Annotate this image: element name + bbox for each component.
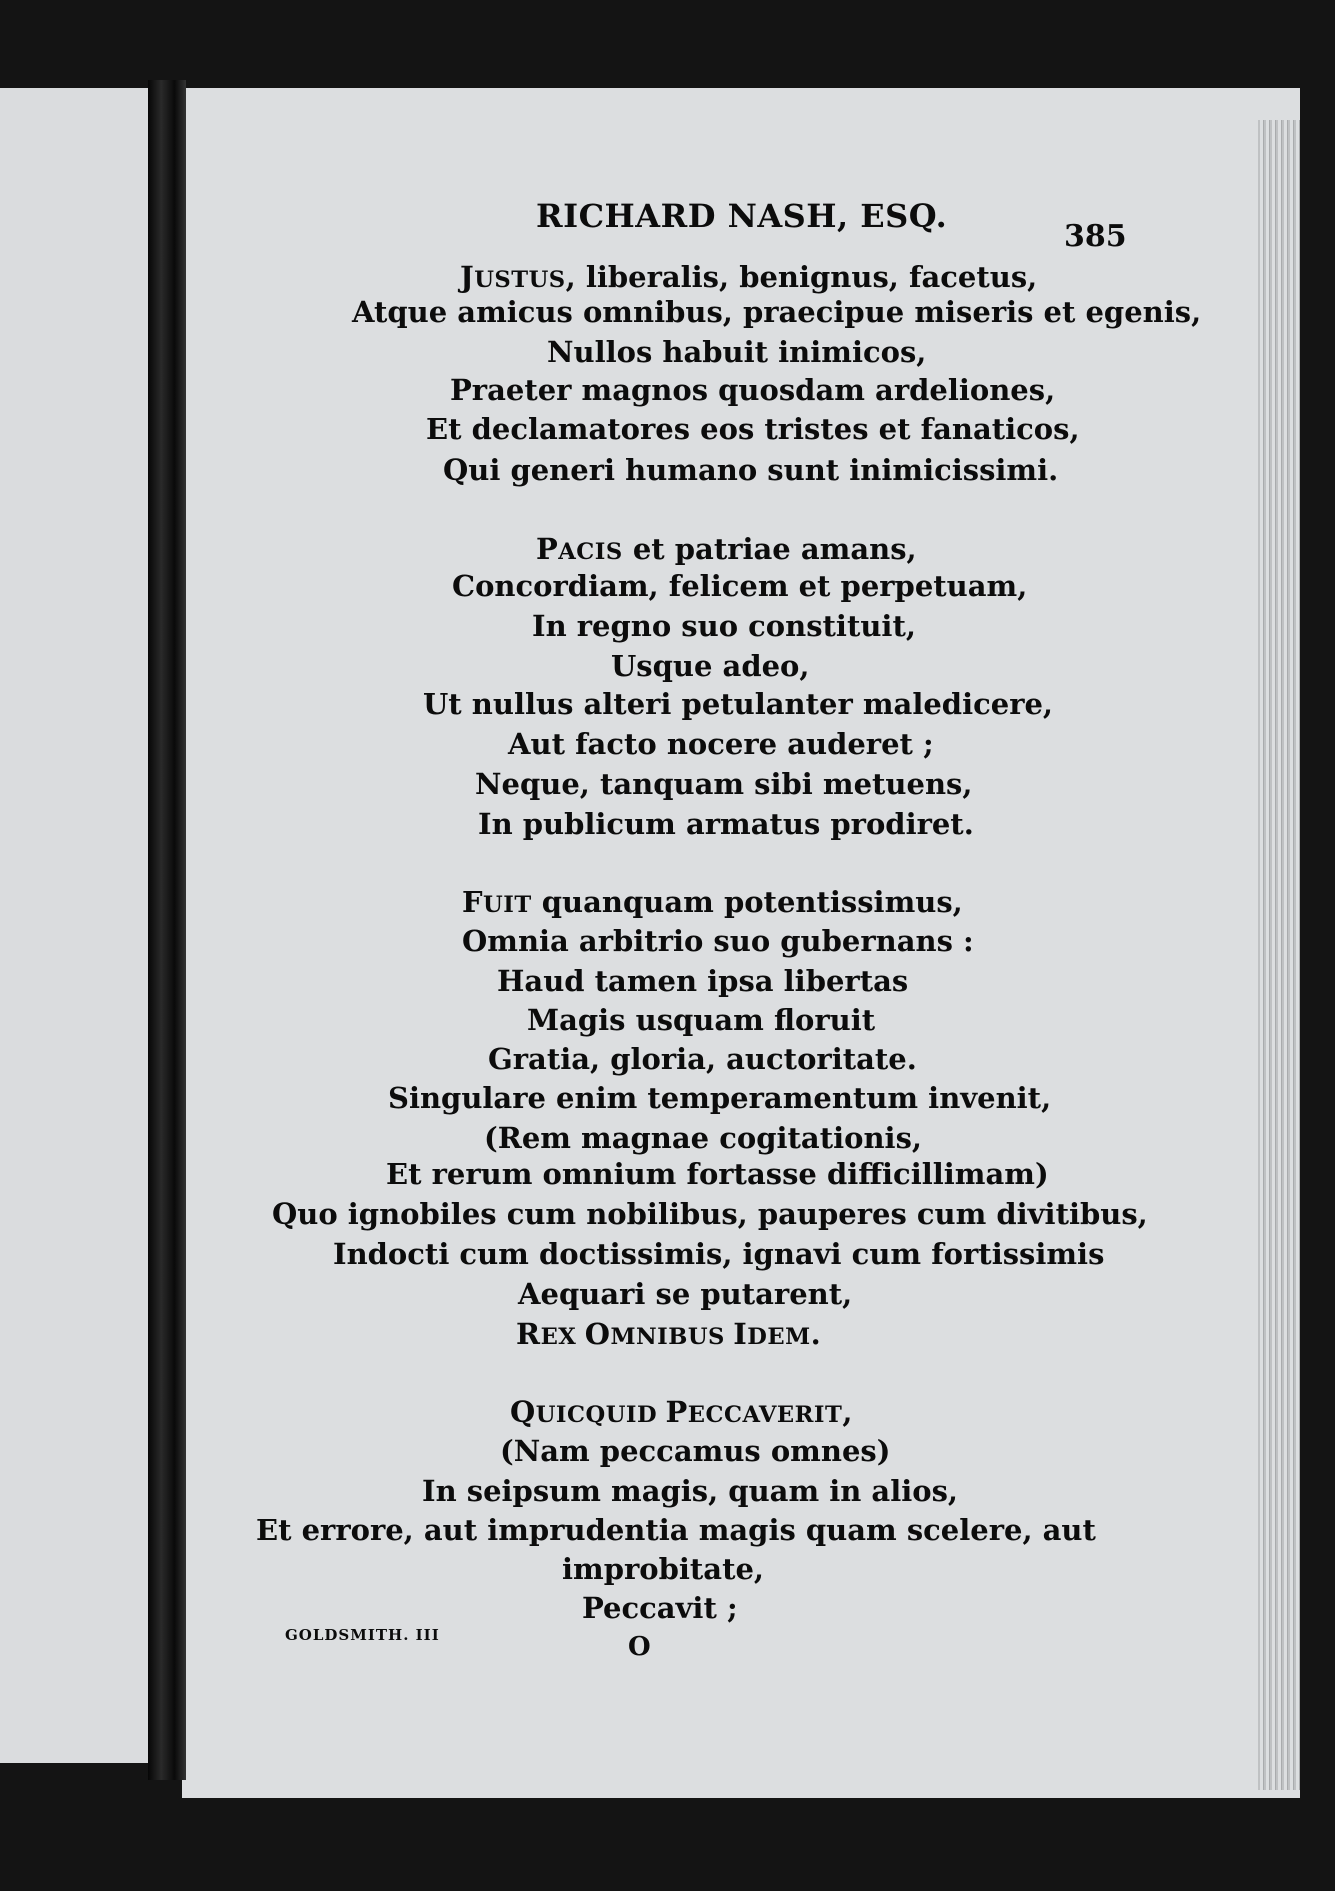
verse-line: Aut facto nocere auderet ; — [508, 727, 934, 761]
verse-line: Indocti cum doctissimis, ignavi cum fortissimis — [333, 1237, 1105, 1271]
signature-mark: GOLDSMITH. III — [285, 1626, 440, 1644]
left-page — [0, 88, 165, 1763]
verse-line: (Nam peccamus omnes) — [500, 1434, 891, 1468]
verse-line: In seipsum magis, quam in alios, — [422, 1474, 959, 1508]
verse-line: Singulare enim temperamentum invenit, — [388, 1081, 1052, 1115]
verse-line: Omnia arbitrio suo gubernans : — [462, 924, 974, 958]
verse-line: Et declamatores eos tristes et fanaticos, — [426, 412, 1080, 446]
verse-line: Ut nullus alteri petulanter maledicere, — [423, 687, 1054, 721]
verse-line: REX OMNIBUS IDEM. — [516, 1317, 821, 1351]
verse-line: Concordiam, felicem et perpetuam, — [452, 569, 1028, 603]
page-edge — [1258, 120, 1300, 1790]
verse-line: JUSTUS, liberalis, benignus, facetus, — [460, 260, 1038, 294]
verse-line: Haud tamen ipsa libertas — [497, 964, 909, 998]
book-gutter — [148, 80, 186, 1780]
signature-letter: O — [628, 1632, 651, 1662]
verse-line: Aequari se putarent, — [518, 1277, 853, 1311]
verse-line: Gratia, gloria, auctoritate. — [488, 1042, 917, 1076]
verse-line: Et errore, aut imprudentia magis quam scelere, aut — [256, 1513, 1096, 1547]
verse-line: Peccavit ; — [582, 1591, 738, 1625]
verse-line: Usque adeo, — [611, 649, 810, 683]
verse-line: Qui generi humano sunt inimicissimi. — [443, 453, 1059, 487]
verse-line: Praeter magnos quosdam ardeliones, — [450, 373, 1056, 407]
verse-line: Et rerum omnium fortasse difficillimam) — [386, 1157, 1049, 1191]
verse-line: Atque amicus omnibus, praecipue miseris et egenis, — [352, 295, 1202, 329]
verse-line: QUICQUID PECCAVERIT, — [510, 1395, 853, 1429]
verse-line: Nullos habuit inimicos, — [547, 335, 927, 369]
verse-line: improbitate, — [562, 1552, 765, 1586]
verse-line: FUIT quanquam potentissimus, — [462, 885, 963, 919]
verse-line: Neque, tanquam sibi metuens, — [475, 767, 973, 801]
verse-line: (Rem magnae cogitationis, — [484, 1121, 922, 1155]
verse-line: In regno suo constituit, — [532, 609, 916, 643]
page-number: 385 — [1064, 219, 1127, 254]
running-title: RICHARD NASH, ESQ. — [536, 197, 948, 235]
verse-line: In publicum armatus prodiret. — [478, 807, 974, 841]
verse-line: PACIS et patriae amans, — [536, 532, 917, 566]
verse-line: Magis usquam floruit — [527, 1003, 876, 1037]
verse-line: Quo ignobiles cum nobilibus, pauperes cum divitibus, — [272, 1197, 1148, 1231]
